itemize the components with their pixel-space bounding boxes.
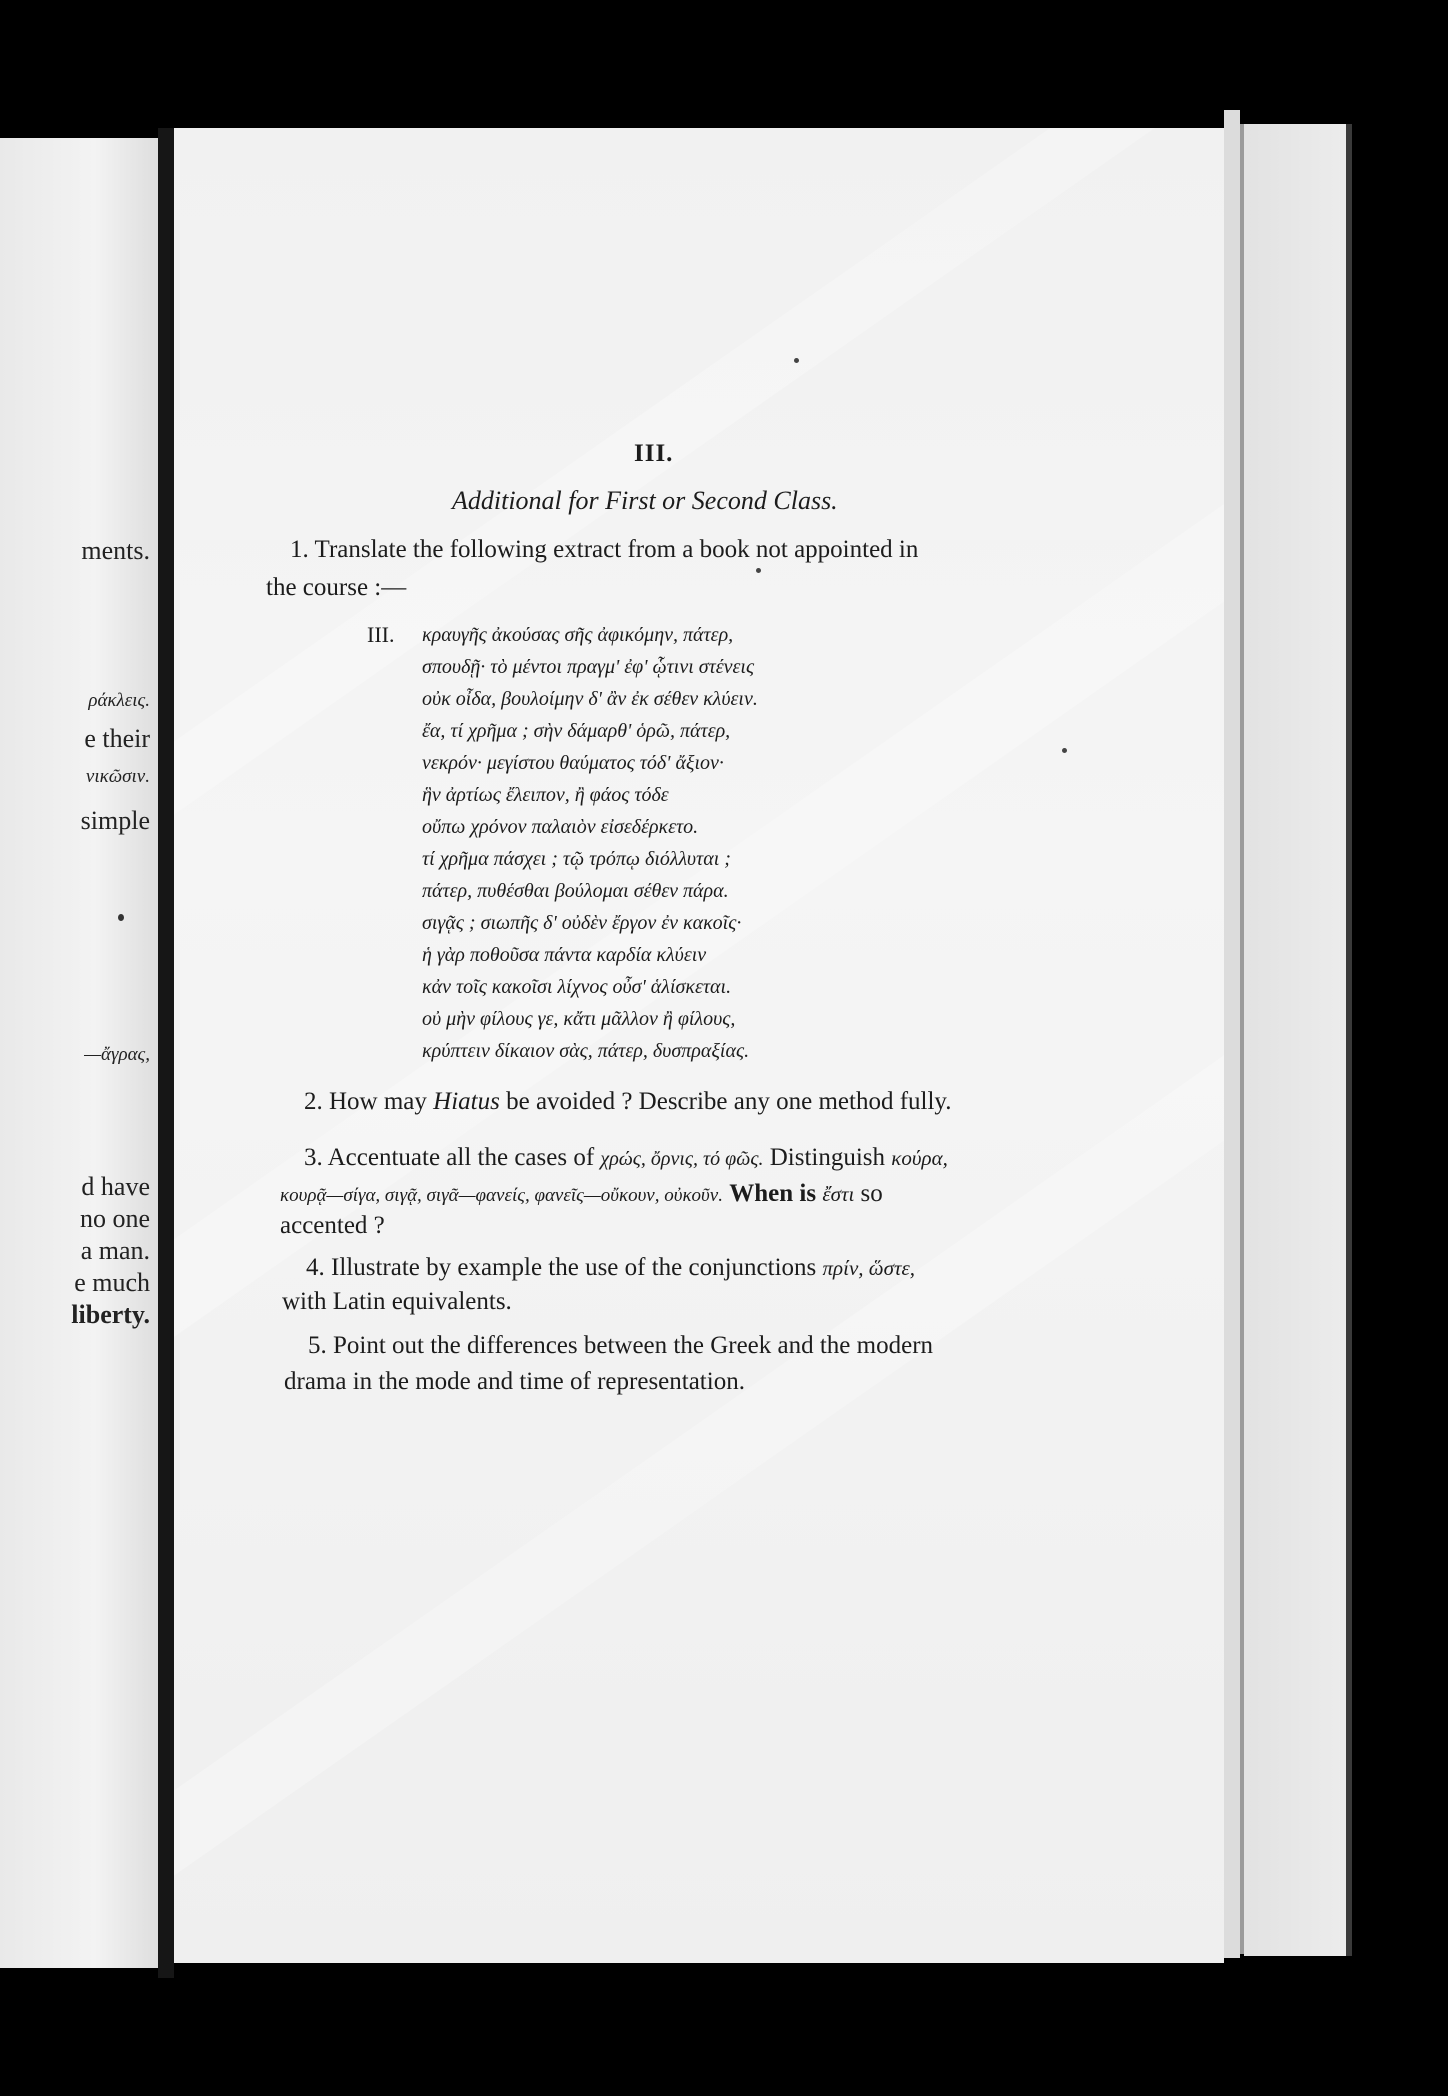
question-2-text: 2. How may	[304, 1088, 434, 1115]
left-page-line: simple	[80, 806, 150, 835]
ink-speck	[794, 358, 799, 363]
question-3-text: so	[854, 1180, 883, 1207]
question-3-text: 3. Accentuate all the cases of	[304, 1144, 601, 1171]
extract-line: σιγᾷς ; σιωπῆς δ' οὐδὲν ἔργον ἐν κακοῖς·	[422, 912, 742, 934]
extract-line: νεκρόν· μεγίστου θαύματος τόδ' ἄξιον·	[422, 752, 724, 774]
left-facing-page	[0, 138, 158, 1968]
book-gutter	[158, 128, 174, 1978]
left-page-line: a man.	[80, 1236, 150, 1265]
extract-line: ἡ γὰρ ποθοῦσα πάντα καρδία κλύειν	[422, 944, 707, 966]
left-page-line: —ἄγρας,	[84, 1044, 150, 1065]
question-2-term: Hiatus	[433, 1088, 500, 1115]
left-page-line: e their	[84, 724, 150, 753]
extract-line: οὐκ οἶδα, βουλοίμην δ' ἂν ἐκ σέθεν κλύειν.	[422, 688, 758, 710]
light-streak	[174, 925, 1224, 1900]
extract-line: ἣν ἀρτίως ἔλειπον, ἢ φάος τόδε	[422, 784, 669, 806]
question-5-line-2: drama in the mode and time of representation.	[284, 1368, 745, 1395]
left-page-line: ments.	[81, 536, 150, 565]
page-edge	[1224, 110, 1240, 1958]
ink-speck	[1062, 748, 1067, 753]
left-page-line: ράκλεις.	[88, 690, 150, 711]
next-page-edge	[1244, 124, 1346, 1956]
left-page-line: νικῶσιν.	[85, 766, 150, 787]
extract-line: οὐ μὴν φίλους γε, κἄτι μᾶλλον ἢ φίλους,	[422, 1008, 736, 1030]
extract-line: κἀν τοῖς κακοῖσι λίχνος οὖσ' ἁλίσκεται.	[422, 976, 732, 998]
extract-line: σπουδῇ· τὸ μέντοι πραγμ' ἐφ' ᾧτινι στένεις	[422, 656, 755, 678]
question-3-line-1	[304, 1144, 948, 1172]
question-4-line-1	[306, 1254, 915, 1282]
question-3-text: Distinguish	[763, 1144, 892, 1171]
ink-speck	[118, 914, 124, 921]
question-3-greek: ἔστι	[822, 1182, 855, 1206]
question-3-greek: κούρα,	[891, 1146, 948, 1170]
question-1-line-2: the course :—	[266, 574, 407, 601]
question-3-greek: κουρᾷ—σίγα, σιγᾷ, σιγᾶ—φανείς, φανεῖς—οὔκουν, οὐκοῦν.	[280, 1185, 723, 1206]
question-1-line-1: 1. Translate the following extract from a book not appointed in	[290, 536, 919, 563]
ink-speck	[756, 568, 761, 573]
extract-line: κρύπτειν δίκαιον σὰς, πάτερ, δυσπραξίας.	[422, 1040, 750, 1062]
section-heading: Additional for First or Second Class.	[452, 486, 838, 515]
left-page-line: d have	[81, 1172, 150, 1201]
question-2	[304, 1088, 952, 1116]
question-3-line-2	[280, 1180, 883, 1208]
page-edge-shadow	[1346, 124, 1352, 1956]
exam-page	[174, 128, 1224, 1963]
extract-line: κραυγῆς ἀκούσας σῆς ἀφικόμην, πάτερ,	[422, 624, 734, 646]
extract-line: τί χρῆμα πάσχει ; τῷ τρόπῳ διόλλυται ;	[422, 848, 731, 870]
question-2-text: be avoided ? Describe any one method fully.	[499, 1088, 952, 1115]
extract-line: πάτερ, πυθέσθαι βούλομαι σέθεν πάρα.	[422, 880, 729, 902]
question-5-line-1: 5. Point out the differences between the Greek and the modern	[308, 1332, 934, 1359]
question-4-line-2: with Latin equivalents.	[282, 1288, 512, 1315]
left-page-line: no one	[79, 1204, 150, 1233]
extract-line: ἔα, τί χρῆμα ; σὴν δάμαρθ' ὁρῶ, πάτερ,	[422, 720, 731, 742]
question-4-text: 4. Illustrate by example the use of the conjunctions	[306, 1254, 823, 1281]
extract-number: III.	[367, 622, 395, 647]
left-page-line: liberty.	[71, 1300, 150, 1329]
question-4-greek: πρίν, ὥστε,	[822, 1256, 916, 1280]
section-number: III.	[634, 440, 674, 467]
extract-line: οὔπω χρόνον παλαιὸν εἰσεδέρκετο.	[422, 816, 699, 838]
question-3-text: When is	[722, 1180, 823, 1207]
question-3-greek: χρώς, ὄρνις, τό φῶς.	[600, 1148, 764, 1170]
question-3-line-3: accented ?	[280, 1212, 385, 1239]
left-page-line: e much	[74, 1268, 150, 1297]
